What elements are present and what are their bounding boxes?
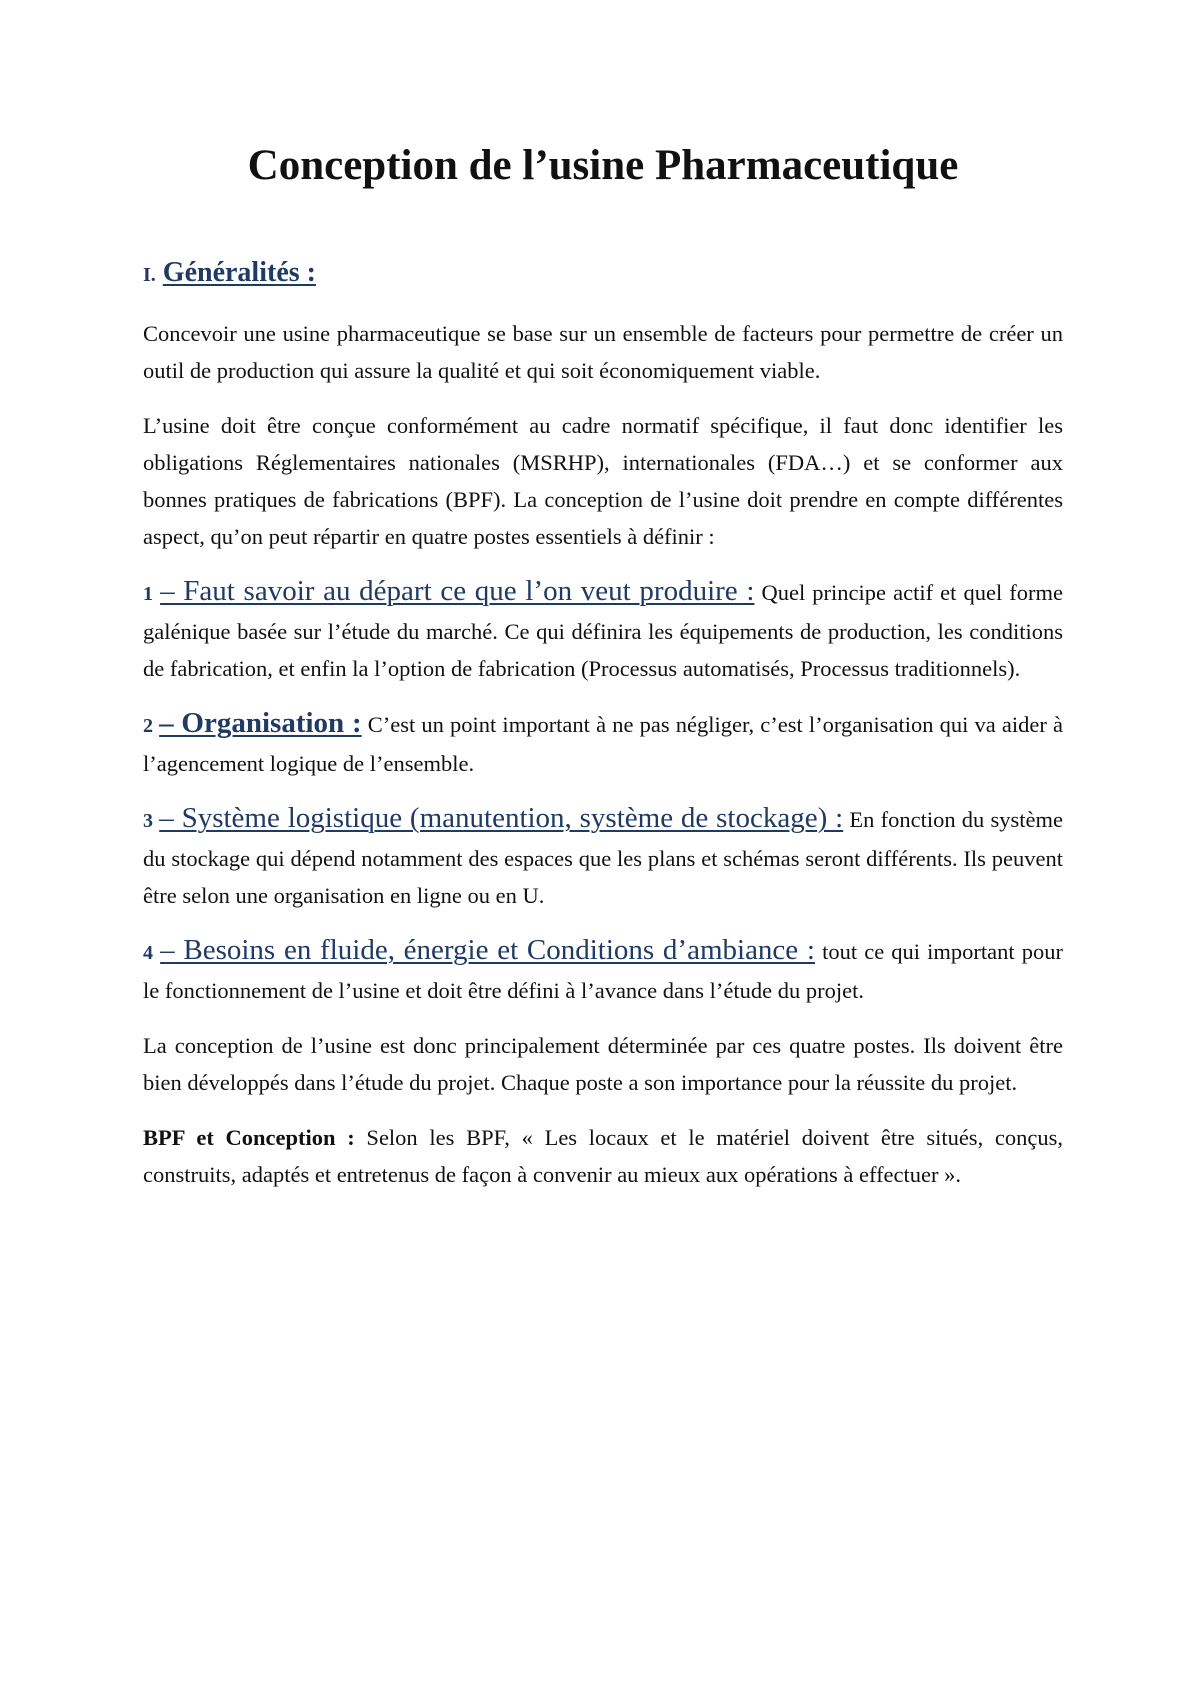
document-content [143,140,1063,1211]
paragraph-normative: L’usine doit être conçue conformément au cadre normatif spécifique, il faut donc identifier les obligations Réglementaires nationales (MSRHP), internationales (FDA…) et se conformer aux bonnes pratiques de fabrications (BPF). La conception de l’usine doit prendre en compte différentes aspect, qu’on peut répartir en quatre postes essentiels à définir : [143,413,1063,550]
document-title: Conception de l’usine Pharmaceutique [247,142,959,189]
list-item-4 [143,932,1063,1009]
paragraph-intro: Concevoir une usine pharmaceutique se base sur un ensemble de facteurs pour permettre de créer un outil de production qui assure la qualité et qui soit économiquement viable. [143,321,1063,384]
section-heading-text: Généralités : [162,256,316,288]
item-number: 3 [143,810,153,833]
item-number: 1 [143,583,153,606]
item-heading: – Organisation : [159,707,362,740]
list-item-2 [143,705,1063,782]
paragraph-bpf [143,1119,1063,1193]
item-text: Quel principe actif et quel forme galénique basée sur l’étude du marché. Ce qui définira les équipements de production, les conditions de fabrication, et enfin la l’option de fabrication (Processus automatisés, Processus traditionnels). [143,580,1064,682]
item-text: En fonction du système du stockage qui dépend notamment des espaces que les plans et schémas seront différents. Ils peuvent être selon une organisation en ligne ou en U. [143,807,1064,909]
section-heading-generalites [143,256,1063,290]
item-text: tout ce qui important pour le fonctionnement de l’usine et doit être défini à l’avance dans l’étude du projet. [143,939,1063,1004]
bpf-text: Selon les BPF, « Les locaux et le matériel doivent être situés, conçus, construits, adaptés et entretenus de façon à convenir au mieux aux opérations à effectuer ». [143,1125,1063,1188]
item-text: C’est un point important à ne pas négliger, c’est l’organisation qui va aider à l’agencement logique de l’ensemble. [143,712,1064,777]
list-item-3 [143,800,1063,914]
bpf-lead: BPF et Conception : [143,1125,355,1151]
list-item-1 [143,573,1063,687]
paragraph-conclusion: La conception de l’usine est donc principalement déterminée par ces quatre postes. Ils doivent être bien développés dans l’étude du projet. Chaque poste a son importance pour la réussite du projet. [143,1033,1063,1096]
item-heading: – Faut savoir au départ ce que l’on veut produire : [160,575,755,608]
section-number: I. [143,263,156,286]
item-heading: – Système logistique (manutention, système de stockage) : [159,802,844,835]
item-number: 2 [143,715,153,738]
item-heading: – Besoins en fluide, énergie et Conditions d’ambiance : [160,934,815,967]
item-number: 4 [143,942,153,965]
